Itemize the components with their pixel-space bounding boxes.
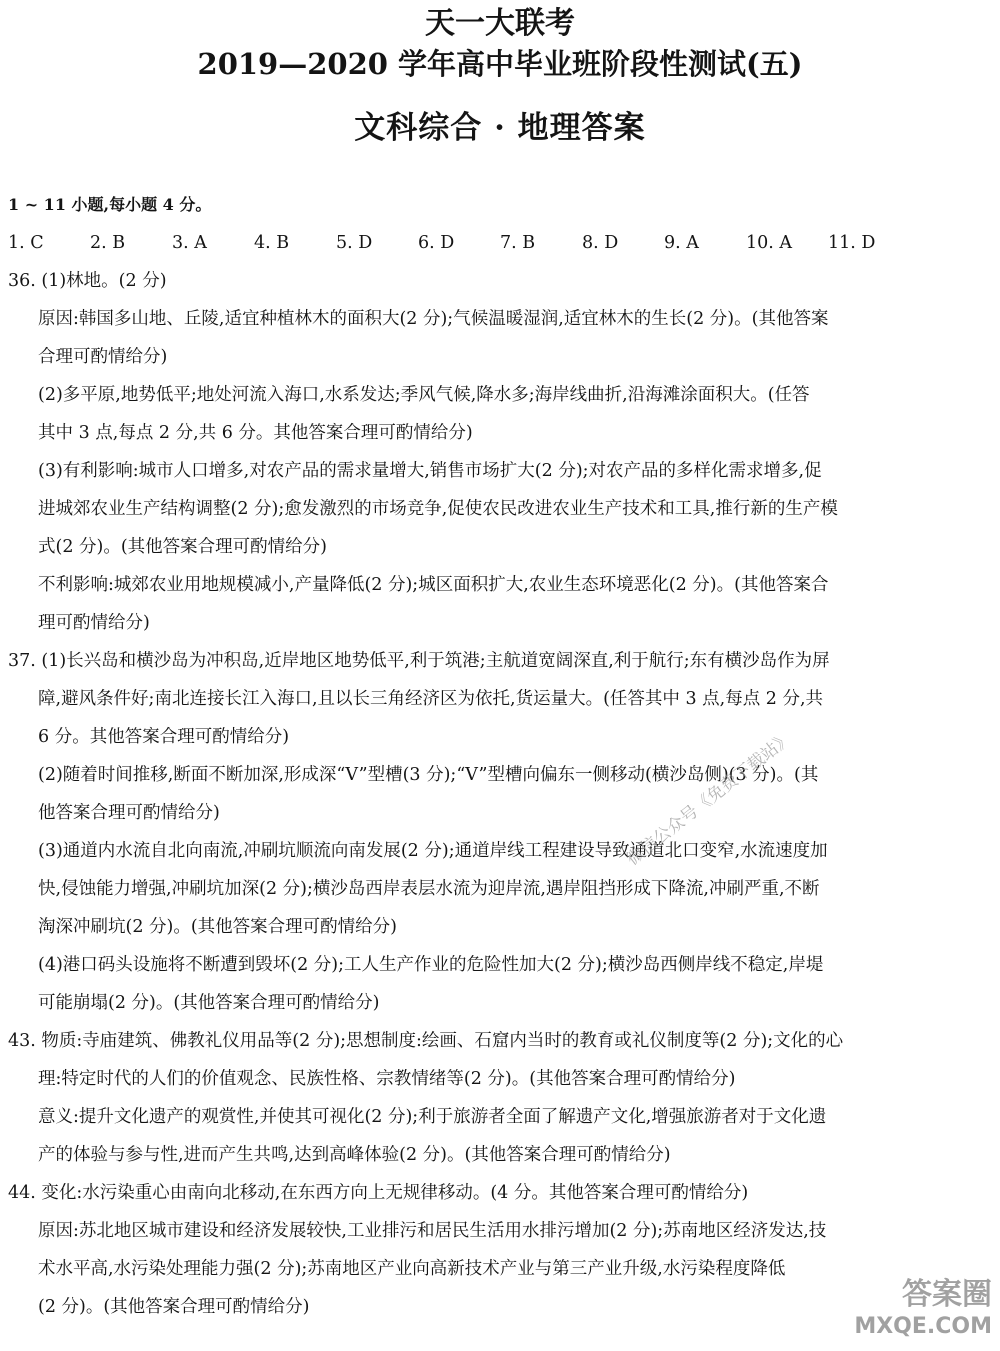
answer-line: 可能崩塌(2 分)。(其他答案合理可酌情给分) <box>38 993 380 1013</box>
answer-line: (2)多平原,地势低平;地处河流入海口,水系发达;季风气候,降水多;海岸线曲折,沿海滩涂面积大。(任答 <box>38 385 810 405</box>
exam-title: 2019—2020 学年高中毕业班阶段性测试(五) <box>197 47 803 81</box>
answer-line: 不利影响:城郊农业用地规模减小,产量降低(2 分);城区面积扩大,农业生态环境恶化(2 分)。(其他答案合 <box>38 575 829 595</box>
answer-line: 43. 物质:寺庙建筑、佛教礼仪用品等(2 分);思想制度:绘画、石窟内当时的教育或礼仪制度等(2 分);文化的心 <box>8 1031 844 1051</box>
answer-body <box>0 186 1000 1326</box>
answer-line: 产的体验与参与性,进而产生共鸣,达到高峰体验(2 分)。(其他答案合理可酌情给分) <box>38 1145 671 1165</box>
mc-answer: 3. A <box>172 233 207 253</box>
answer-line: 其中 3 点,每点 2 分,共 6 分。其他答案合理可酌情给分) <box>38 423 473 443</box>
mc-answer: 1. C <box>8 233 44 253</box>
document-header <box>0 0 1000 150</box>
answer-line: 理可酌情给分) <box>38 613 150 633</box>
mc-answer: 6. D <box>418 233 455 253</box>
mc-answer: 7. B <box>500 233 536 253</box>
mc-answer-row <box>0 224 1000 262</box>
mc-note: 1 ~ 11 小题,每小题 4 分。 <box>8 195 212 214</box>
mc-answer: 11. D <box>828 233 876 253</box>
subject-title: 文科综合 · 地理答案 <box>354 110 646 146</box>
answer-line: 式(2 分)。(其他答案合理可酌情给分) <box>38 537 328 557</box>
answer-line: 淘深冲刷坑(2 分)。(其他答案合理可酌情给分) <box>38 917 398 937</box>
answer-line: (2 分)。(其他答案合理可酌情给分) <box>38 1297 310 1317</box>
answer-line: 进城郊农业生产结构调整(2 分);愈发激烈的市场竞争,促使农民改进农业生产技术和工具,推行新的生产模 <box>38 499 838 519</box>
watermark-logo-text: 答案圈 <box>902 1277 992 1312</box>
answer-line: 36. (1)林地。(2 分) <box>8 271 167 291</box>
answer-line: 他答案合理可酌情给分) <box>38 803 220 823</box>
org-title: 天一大联考 <box>425 6 575 41</box>
watermark-site: MXQE.COM <box>854 1314 992 1339</box>
answer-line: 意义:提升文化遗产的观赏性,并使其可视化(2 分);利于旅游者全面了解遗产文化,增强旅游者对于文化遗 <box>38 1107 827 1127</box>
answer-line: (3)有利影响:城市人口增多,对农产品的需求量增大,销售市场扩大(2 分);对农产品的多样化需求增多,促 <box>38 461 822 481</box>
mc-answer: 9. A <box>664 233 699 253</box>
answer-line: 原因:苏北地区城市建设和经济发展较快,工业排污和居民生活用水排污增加(2 分);苏南地区经济发达,技 <box>38 1221 827 1241</box>
answer-line: 37. (1)长兴岛和横沙岛为冲积岛,近岸地区地势低平,利于筑港;主航道宽阔深直,利于航行;东有横沙岛作为屏 <box>8 651 830 671</box>
answer-line: 原因:韩国多山地、丘陵,适宜种植林木的面积大(2 分);气候温暖湿润,适宜林木的生长(2 分)。(其他答案 <box>38 309 829 329</box>
answer-line: 术水平高,水污染处理能力强(2 分);苏南地区产业向高新技术产业与第三产业升级,水污染程度降低 <box>38 1259 786 1279</box>
mc-answer: 2. B <box>90 233 126 253</box>
answer-line: (2)随着时间推移,断面不断加深,形成深“V”型槽(3 分);“V”型槽向偏东一侧移动(横沙岛侧)(3 分)。(其 <box>38 765 819 785</box>
answer-line: 合理可酌情给分) <box>38 347 168 367</box>
answer-line: (3)通道内水流自北向南流,冲刷坑顺流向南发展(2 分);通道岸线工程建设导致通道北口变窄,水流速度加 <box>38 841 828 861</box>
answer-line: 障,避风条件好;南北连接长江入海口,且以长三角经济区为依托,货运量大。(任答其中 3 点,每点 2 分,共 <box>38 689 824 709</box>
answer-line: 44. 变化:水污染重心由南向北移动,在东西方向上无规律移动。(4 分。其他答案合理可酌情给分) <box>8 1183 749 1203</box>
answer-line: 快,侵蚀能力增强,冲刷坑加深(2 分);横沙岛西岸表层水流为迎岸流,遇岸阻挡形成下降流,冲刷严重,不断 <box>38 879 820 899</box>
mc-answer: 5. D <box>336 233 373 253</box>
watermark-logo <box>792 1277 992 1347</box>
answer-line: (4)港口码头设施将不断遭到毁坏(2 分);工人生产作业的危险性加大(2 分);横沙岛西侧岸线不稳定,岸堤 <box>38 955 824 975</box>
mc-answer: 10. A <box>746 233 793 253</box>
answer-line: 理:特定时代的人们的价值观念、民族性格、宗教情绪等(2 分)。(其他答案合理可酌情给分) <box>38 1069 736 1089</box>
answer-line: 6 分。其他答案合理可酌情给分) <box>38 727 290 747</box>
watermark-text: 微信公众号《免费下载站》 <box>623 728 797 870</box>
mc-answer: 8. D <box>582 233 619 253</box>
mc-answer: 4. B <box>254 233 290 253</box>
